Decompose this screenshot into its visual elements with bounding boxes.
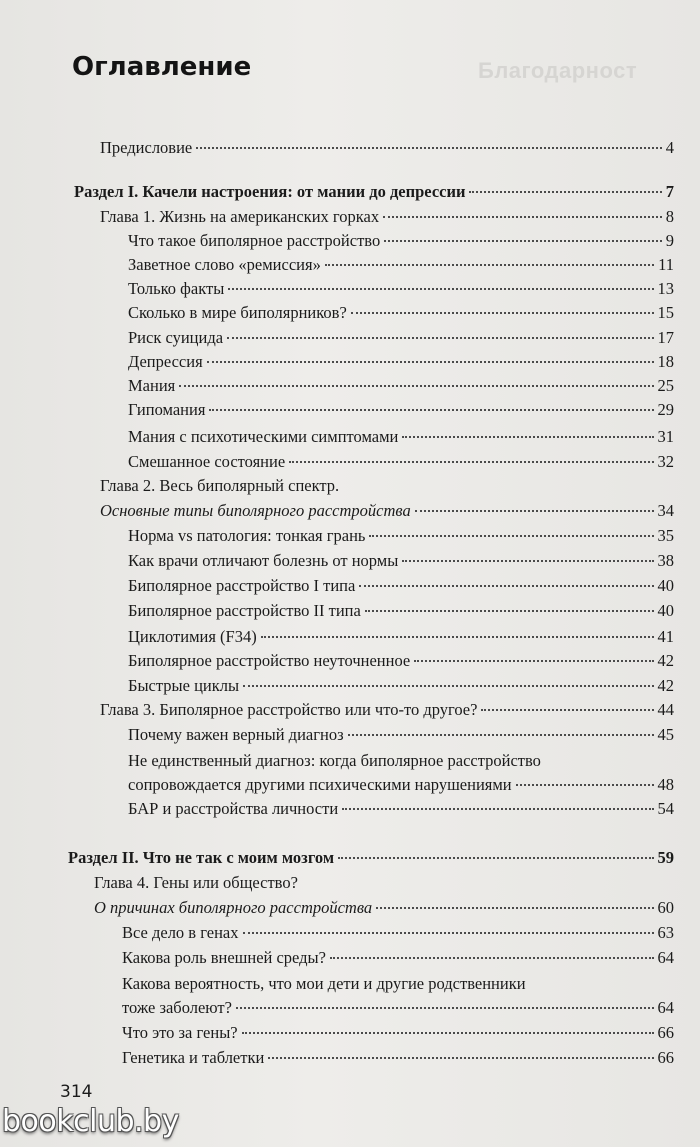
toc-entry-page: 9: [665, 231, 674, 250]
leader-dots: [516, 784, 654, 786]
leader-dots: [376, 907, 653, 909]
toc-entry-page: 29: [657, 400, 674, 419]
bleed-through-text: Благодарност: [478, 58, 638, 83]
leader-dots: [351, 312, 654, 314]
toc-entry-label: Раздел I. Качели настроения: от мании до депрессии: [74, 182, 466, 201]
toc-entry-page: 41: [657, 627, 674, 646]
toc-entry-label: Только факты: [128, 279, 225, 298]
toc-entry-label: Быстрые циклы: [128, 676, 240, 695]
toc-entry: [128, 723, 674, 747]
toc-entry: [128, 549, 674, 573]
toc-entry-page: 13: [657, 279, 674, 298]
toc-chapter-1: [100, 205, 674, 229]
leader-dots: [209, 409, 653, 411]
toc-entry-page: 8: [665, 207, 674, 226]
toc-entry-label: Основные типы биполярного расстройства: [100, 501, 411, 520]
toc-chapter-2-subtitle: [100, 499, 674, 523]
toc-entry-page: 7: [665, 182, 674, 201]
toc-entry-label: тоже заболеют?: [122, 998, 232, 1017]
toc-entry: [122, 946, 674, 970]
toc-entry: [128, 797, 674, 821]
leader-dots: [338, 857, 653, 859]
leader-dots: [236, 1007, 654, 1009]
toc-entry: [128, 450, 674, 474]
toc-entry-label: Все дело в генах: [122, 923, 239, 942]
leader-dots: [402, 560, 653, 562]
toc-entry-page: 66: [657, 1023, 674, 1042]
toc-entry-label: Почему важен верный диагноз: [128, 725, 344, 744]
toc-chapter-4-label: Глава 4. Гены или общество?: [94, 873, 298, 892]
toc-entry-preface: [100, 136, 674, 160]
watermark-logo: bookclub.by: [2, 1104, 179, 1139]
toc-entry-label: Сколько в мире биполярников?: [128, 303, 347, 322]
toc-entry-label-line1: Какова вероятность, что мои дети и другие родственники: [122, 974, 526, 993]
toc-entry-label: Депрессия: [128, 352, 203, 371]
toc-entry: [122, 996, 674, 1020]
toc-chapter-2-label: Глава 2. Весь биполярный спектр.: [100, 476, 340, 495]
toc-entry-label: Заветное слово «ремиссия»: [128, 255, 321, 274]
leader-dots: [481, 709, 653, 711]
leader-dots: [325, 264, 654, 266]
leader-dots: [402, 436, 653, 438]
leader-dots: [348, 734, 654, 736]
toc-entry-label: Глава 3. Биполярное расстройство или что-то другое?: [100, 700, 478, 719]
leader-dots: [261, 636, 654, 638]
toc-entry-label: Раздел II. Что не так с моим мозгом: [68, 848, 335, 867]
toc-entry-page: 64: [657, 948, 674, 967]
toc-chapter-3: [100, 698, 674, 722]
toc-entry-page: 64: [657, 998, 674, 1017]
leader-dots: [414, 660, 653, 662]
toc-entry: [128, 674, 674, 698]
toc-entry-page: 66: [657, 1048, 674, 1067]
toc-entry-page: 40: [657, 576, 674, 595]
toc-entry-page: 38: [657, 551, 674, 570]
leader-dots: [330, 957, 654, 959]
toc-entry: [128, 425, 674, 449]
toc-entry-page: 11: [658, 255, 674, 274]
toc-entry-label: Циклотимия (F34): [128, 627, 257, 646]
toc-entry-page: 45: [657, 725, 674, 744]
toc-entry-label: Генетика и таблетки: [122, 1048, 265, 1067]
toc-entry-label: Мания с психотическими симптомами: [128, 427, 399, 446]
leader-dots: [207, 361, 654, 363]
toc-entry-page: 42: [657, 676, 674, 695]
toc-entry-label: Предисловие: [100, 138, 193, 157]
toc-section-2: [68, 846, 674, 870]
leader-dots: [227, 337, 653, 339]
toc-entry-page: 40: [657, 601, 674, 620]
toc-chapter-4-subtitle: [94, 896, 674, 920]
toc-entry-label-line1: Не единственный диагноз: когда биполярное расстройство: [128, 751, 541, 770]
toc-entry-label: Глава 1. Жизнь на американских горках: [100, 207, 380, 226]
toc-entry: [128, 649, 674, 673]
toc-entry-page: 34: [657, 501, 674, 520]
leader-dots: [415, 510, 654, 512]
leader-dots: [196, 147, 662, 149]
toc-entry-label: Биполярное расстройство неуточненное: [128, 651, 411, 670]
leader-dots: [289, 461, 653, 463]
toc-entry: [128, 301, 674, 325]
toc-entry: [128, 229, 674, 253]
toc-entry-label: Смешанное состояние: [128, 452, 286, 471]
toc-entry-label: Что такое биполярное расстройство: [128, 231, 381, 250]
leader-dots: [359, 585, 653, 587]
leader-dots: [228, 288, 653, 290]
toc-entry-label: сопровождается другими психическими нарушениями: [128, 775, 512, 794]
toc-entry: [128, 524, 674, 548]
toc-entry-label: БАР и расстройства личности: [128, 799, 339, 818]
toc-entry-page: 18: [657, 352, 674, 371]
toc-entry: [122, 921, 674, 945]
toc-entry: [128, 599, 674, 623]
toc-section-1: [74, 180, 674, 204]
toc-entry-page: 31: [657, 427, 674, 446]
toc-entry: [128, 398, 674, 422]
toc-entry-label: Мания: [128, 376, 176, 395]
leader-dots: [179, 385, 653, 387]
toc-entry-label: Какова роль внешней среды?: [122, 948, 326, 967]
leader-dots: [268, 1057, 653, 1059]
toc-entry-page: 60: [657, 898, 674, 917]
toc-entry-page: 59: [657, 848, 674, 867]
toc-entry: [128, 773, 674, 797]
toc-entry-page: 4: [665, 138, 674, 157]
toc-entry: [128, 574, 674, 598]
page-title: Оглавление: [72, 52, 252, 82]
toc-entry-page: 35: [657, 526, 674, 545]
toc-entry-page: 48: [657, 775, 674, 794]
toc-entry-page: 15: [657, 303, 674, 322]
leader-dots: [365, 610, 654, 612]
toc-entry-page: 32: [657, 452, 674, 471]
toc-entry-label: Что это за гены?: [122, 1023, 238, 1042]
toc-entry: [128, 374, 674, 398]
toc-entry-page: 25: [657, 376, 674, 395]
toc-entry-label: Гипомания: [128, 400, 206, 419]
toc-entry-page: 42: [657, 651, 674, 670]
leader-dots: [384, 240, 662, 242]
toc-entry-label: Биполярное расстройство I типа: [128, 576, 356, 595]
leader-dots: [342, 808, 653, 810]
toc-entry: [128, 253, 674, 277]
toc-entry: [122, 1021, 674, 1045]
toc-entry-label: Как врачи отличают болезнь от нормы: [128, 551, 399, 570]
leader-dots: [469, 191, 661, 193]
toc-entry: [128, 625, 674, 649]
leader-dots: [383, 216, 662, 218]
leader-dots: [243, 685, 653, 687]
toc-entry-label: О причинах биполярного расстройства: [94, 898, 373, 917]
toc-entry: [122, 1046, 674, 1070]
leader-dots: [242, 1032, 654, 1034]
toc-entry-label: Биполярное расстройство II типа: [128, 601, 361, 620]
toc-entry: [128, 277, 674, 301]
toc-entry-page: 54: [657, 799, 674, 818]
page-number: 314: [60, 1082, 93, 1102]
toc-entry-page: 44: [657, 700, 674, 719]
leader-dots: [369, 535, 653, 537]
leader-dots: [243, 932, 654, 934]
toc-entry: [128, 326, 674, 350]
toc-entry-page: 63: [657, 923, 674, 942]
toc-entry-page: 17: [657, 328, 674, 347]
toc-entry-label: Риск суицида: [128, 328, 224, 347]
toc-entry-label: Норма vs патология: тонкая грань: [128, 526, 366, 545]
toc-entry: [128, 350, 674, 374]
